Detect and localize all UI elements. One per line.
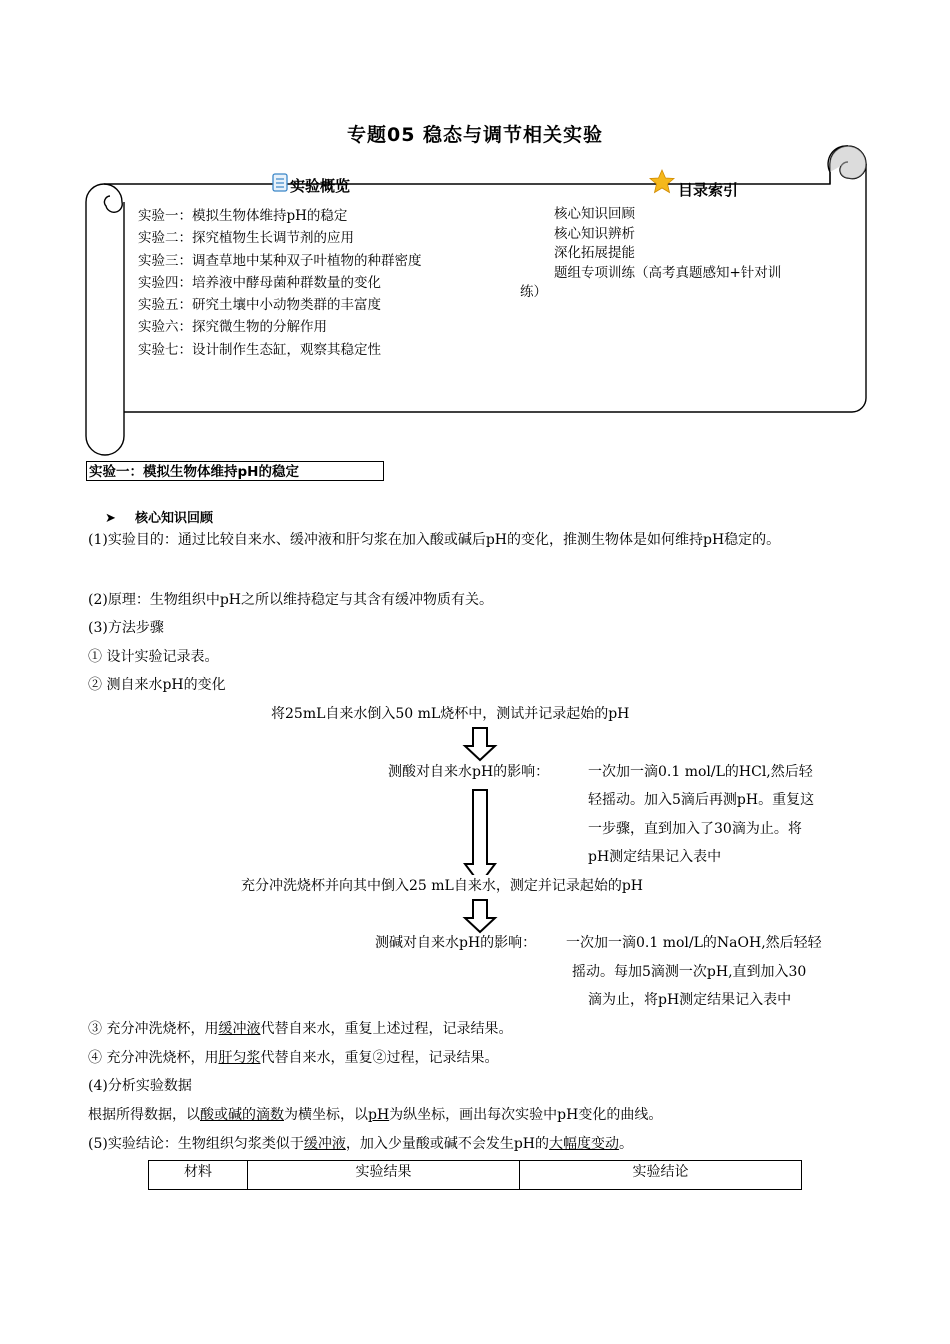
table-header-cell: 材料 [149,1161,248,1190]
star-icon [650,170,674,193]
conclusion-underline-2: 大幅度变动 [549,1136,620,1152]
table-header-cell: 实验结果 [248,1161,520,1190]
analysis-underline-1: 酸或碱的滴数 [200,1107,284,1123]
conclusion-underline-1: 缓冲液 [303,1136,346,1152]
step-3 [88,1018,512,1038]
analysis-underline-2: pH [368,1107,390,1123]
down-arrow-long-icon [462,788,498,888]
conclusion-text [88,1133,633,1153]
flow-base-line: 滴为止，将pH测定结果记入表中 [588,992,792,1008]
step-1: ① 设计实验记录表。 [88,649,219,665]
analysis-text-a: 根据所得数据，以 [88,1107,200,1123]
overview-list [138,205,422,361]
analysis-text [88,1104,662,1124]
overview-item: 实验二：探究植物生长调节剂的应用 [138,230,354,247]
index-item-wrap: 练） [520,284,547,300]
conclusion-text-c: 。 [619,1136,634,1152]
sub-heading [105,507,213,526]
method-heading: (3)方法步骤 [88,620,164,636]
overview-heading: 实验概览 [290,177,351,195]
checklist-icon [273,174,287,191]
flow-base-line: 摇动。每加5滴测一次pH,直到加入30 [572,964,807,980]
flow-step-3: 充分冲洗烧杯并向其中倒入25 mL自来水，测定并记录起始的pH [241,875,643,895]
down-arrow-icon [462,726,498,762]
conclusion-text-a: (5)实验结论：生物组织匀浆类似于 [88,1136,304,1152]
step-4-text-end: 代替自来水，重复②过程，记录结果。 [260,1050,499,1066]
experiment-title-box: 实验一：模拟生物体维持pH的稳定 [86,461,384,481]
table-header-row [149,1161,802,1190]
flow-acid-line: 轻摇动。加入5滴后再测pH。重复这 [588,792,815,808]
overview-item: 实验七：设计制作生态缸，观察其稳定性 [138,341,381,358]
table-header-cell: 实验结论 [520,1161,802,1190]
sub-heading-text: 核心知识回顾 [135,511,214,526]
overview-item: 实验六：探究微生物的分解作用 [138,319,327,336]
step-4 [88,1047,498,1067]
principle-text: (2)原理：生物组织中pH之所以维持稳定与其含有缓冲物质有关。 [88,592,494,608]
results-table [148,1160,802,1190]
step-3-text: ③ 充分冲洗烧杯，用 [88,1021,219,1037]
page-title: 专题05 稳态与调节相关实验 [346,124,604,146]
step-2: ② 测自来水pH的变化 [88,677,226,693]
index-item: 核心知识回顾 [554,206,635,222]
overview-item: 实验五：研究土壤中小动物类群的丰富度 [138,297,381,314]
index-item: 核心知识辨析 [554,225,635,242]
flow-acid-line: 一步骤，直到加入了30滴为止。将 [588,821,802,837]
flow-base-line: 一次加一滴0.1 mol/L的NaOH,然后轻轻 [566,935,822,951]
conclusion-text-b: ，加入少量酸或碱不会发生pH的 [345,1136,550,1152]
analysis-text-b: 为横坐标，以 [284,1107,368,1123]
arrow-bullet-icon: ➤ [105,511,116,526]
index-item: 深化拓展提能 [554,245,635,261]
index-list [520,205,840,303]
index-item: 题组专项训练（高考真题感知+针对训 [554,264,782,281]
flow-base-label: 测碱对自来水pH的影响： [375,935,537,951]
flow-step-1: 将25mL自来水倒入50 mL烧杯中，测试并记录起始的pH [271,706,630,722]
overview-item: 实验一：模拟生物体维持pH的稳定 [138,208,348,224]
flow-acid-label: 测酸对自来水pH的影响： [388,764,550,780]
step-4-text: ④ 充分冲洗烧杯，用 [88,1050,219,1066]
overview-item: 实验四：培养液中酵母菌种群数量的变化 [138,274,381,291]
flow-acid-line: 一次加一滴0.1 mol/L的HCl,然后轻 [588,764,813,780]
overview-item: 实验三：调查草地中某种双子叶植物的种群密度 [138,252,422,269]
analysis-text-c: 为纵坐标，画出每次实验中pH变化的曲线。 [389,1107,663,1123]
step-3-underline: 缓冲液 [218,1021,261,1037]
step-3-text-end: 代替自来水，重复上述过程，记录结果。 [260,1021,513,1037]
analysis-heading: (4)分析实验数据 [88,1078,192,1094]
step-4-underline: 肝匀浆 [218,1050,261,1066]
purpose-paragraph: (1)实验目的：通过比较自来水、缓冲液和肝匀浆在加入酸或碱后pH的变化，推测生物体是如何维持pH稳定的。 [88,532,781,548]
index-heading: 目录索引 [678,181,739,199]
flow-acid-line: pH测定结果记入表中 [588,849,722,865]
down-arrow-icon [462,898,498,934]
